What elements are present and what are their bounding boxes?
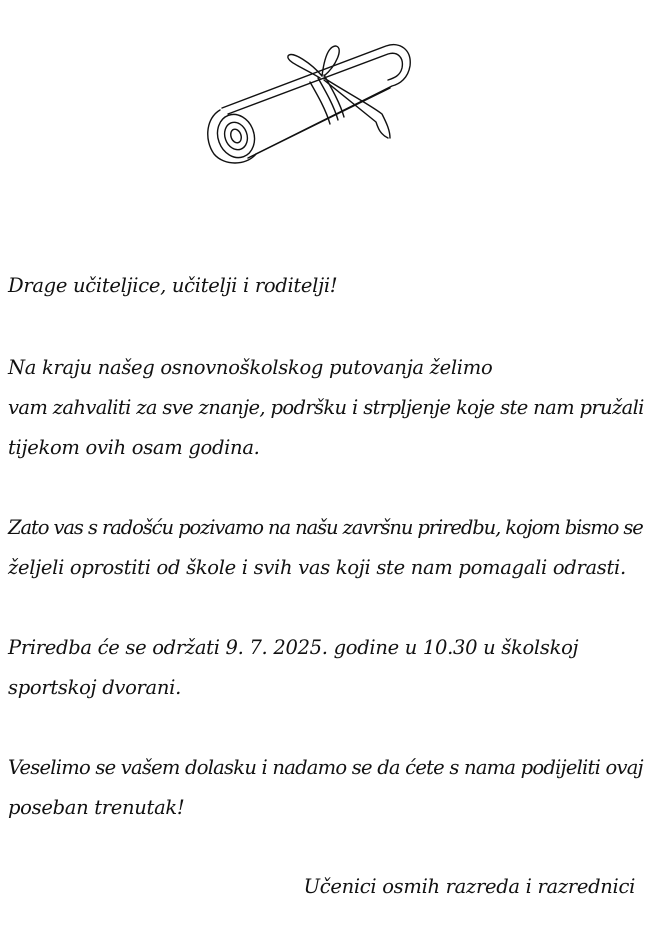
paragraph-1-line-3: tijekom ovih osam godina. — [8, 436, 260, 459]
paragraph-4-line-1: Veselimo se vašem dolasku i nadamo se da ćete s nama podijeliti ovaj — [8, 756, 643, 779]
paragraph-1-line-1: Na kraju našeg osnovnoškolskog putovanja želimo — [8, 356, 493, 379]
paragraph-3-line-2: sportskoj dvorani. — [8, 676, 181, 699]
diploma-scroll-icon — [200, 38, 420, 170]
paragraph-3-line-1: Priredba će se održati 9. 7. 2025. godine u 10.30 u školskoj — [8, 636, 579, 659]
paragraph-2-line-1: Zato vas s radošću pozivamo na našu završnu priredbu, kojom bismo se — [8, 516, 643, 539]
paragraph-2-line-2: željeli oprostiti od škole i svih vas koji ste nam pomagali odrasti. — [8, 556, 626, 579]
signature: Učenici osmih razreda i razrednici — [303, 875, 635, 898]
greeting: Drage učiteljice, učitelji i roditelji! — [8, 274, 338, 297]
paragraph-1-line-2: vam zahvaliti za sve znanje, podršku i strpljenje koje ste nam pružali — [8, 396, 644, 419]
paragraph-4-line-2: poseban trenutak! — [8, 796, 185, 819]
